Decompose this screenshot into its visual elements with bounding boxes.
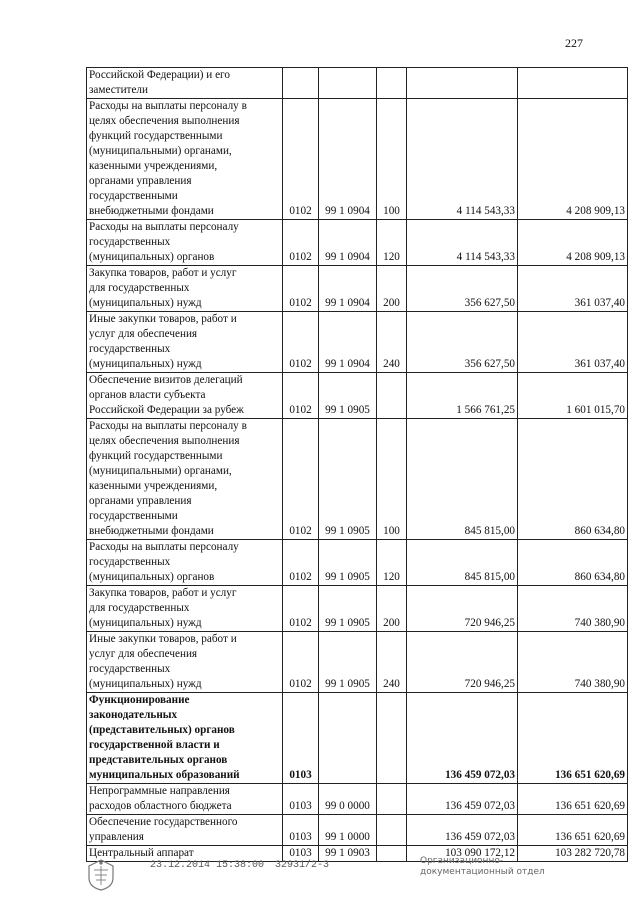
expense-type-cell [377, 815, 407, 846]
expense-name-line: государственных [89, 556, 171, 568]
department-stamp-line-1: Организационно- [420, 856, 504, 866]
section-code-cell: 0102 [283, 540, 319, 586]
expense-name-line: муниципальных образований [89, 769, 240, 781]
expense-name-line: Расходы на выплаты персоналу в [89, 100, 247, 112]
expense-name-line: функций государственными [89, 130, 223, 142]
expense-name-line: (муниципальных) нужд [89, 617, 202, 629]
amount-year1-cell: 136 459 072,03 [407, 784, 518, 815]
expense-name-line: (муниципальных) нужд [89, 358, 202, 370]
expense-name-line: для государственных [89, 602, 190, 614]
expense-type-cell: 240 [377, 312, 407, 373]
expense-name-cell [87, 815, 283, 846]
expense-name-line: внебюджетными фондами [89, 205, 214, 217]
table-row [87, 540, 628, 586]
expense-name-cell [87, 693, 283, 784]
amount-year2-cell: 740 380,90 [518, 586, 628, 632]
amount-year2-cell [518, 68, 628, 99]
target-article-cell: 99 1 0905 [319, 586, 377, 632]
table-row [87, 312, 628, 373]
table-row [87, 586, 628, 632]
section-code-cell: 0102 [283, 266, 319, 312]
expense-name-line: Расходы на выплаты персоналу в [89, 420, 247, 432]
expense-type-cell [377, 373, 407, 419]
coat-of-arms-seal-icon [86, 858, 116, 892]
expense-name-line: (муниципальных) нужд [89, 678, 202, 690]
amount-year1-cell: 136 459 072,03 [407, 693, 518, 784]
expense-name-line: услуг для обеспечения [89, 328, 198, 340]
expense-name-cell [87, 99, 283, 220]
table-row [87, 815, 628, 846]
expense-name-line: целях обеспечения выполнения [89, 115, 240, 127]
target-article-cell: 99 1 0904 [319, 312, 377, 373]
table-row [87, 632, 628, 693]
expense-name-cell [87, 632, 283, 693]
expense-type-cell [377, 693, 407, 784]
expense-name-cell [87, 266, 283, 312]
expense-name-line: услуг для обеспечения [89, 648, 198, 660]
registration-timestamp: 23.12.2014 15:38:00 [150, 860, 265, 871]
expense-name-cell [87, 784, 283, 815]
expense-name-line: для государственных [89, 282, 190, 294]
expense-name-line: государственной власти и [89, 739, 220, 751]
amount-year1-cell: 103 090 172,12 [407, 846, 518, 862]
amount-year1-cell: 845 815,00 [407, 419, 518, 540]
section-code-cell: 0102 [283, 99, 319, 220]
registration-number: 32931/2-3 [275, 860, 330, 871]
expense-name-line: управления [89, 831, 144, 843]
expense-name-line: органов власти субъекта [89, 389, 206, 401]
amount-year1-cell: 4 114 543,33 [407, 99, 518, 220]
expense-name-line: целях обеспечения выполнения [89, 435, 240, 447]
amount-year2-cell: 4 208 909,13 [518, 99, 628, 220]
section-code-cell: 0102 [283, 373, 319, 419]
amount-year2-cell: 860 634,80 [518, 540, 628, 586]
section-code-cell: 0103 [283, 784, 319, 815]
section-code-cell: 0103 [283, 815, 319, 846]
expense-name-line: государственными [89, 190, 178, 202]
expense-name-cell [87, 312, 283, 373]
expense-name-line: представительных органов [89, 754, 228, 766]
expense-name-line: Расходы на выплаты персоналу [89, 541, 239, 553]
amount-year2-cell: 136 651 620,69 [518, 693, 628, 784]
section-code-cell: 0102 [283, 632, 319, 693]
target-article-cell: 99 1 0000 [319, 815, 377, 846]
expense-name-line: законодательных [89, 709, 178, 721]
amount-year2-cell: 1 601 015,70 [518, 373, 628, 419]
target-article-cell [319, 68, 377, 99]
expense-type-cell [377, 784, 407, 815]
expense-name-line: Закупка товаров, работ и услуг [89, 267, 237, 279]
amount-year2-cell: 860 634,80 [518, 419, 628, 540]
expense-type-cell: 200 [377, 586, 407, 632]
table-row [87, 419, 628, 540]
expense-name-line: функций государственными [89, 450, 223, 462]
expense-name-line: Закупка товаров, работ и услуг [89, 587, 237, 599]
target-article-cell: 99 1 0905 [319, 540, 377, 586]
target-article-cell: 99 1 0905 [319, 373, 377, 419]
target-article-cell [319, 693, 377, 784]
expense-name-line: государственных [89, 663, 171, 675]
expense-type-cell: 120 [377, 540, 407, 586]
expense-type-cell: 100 [377, 419, 407, 540]
target-article-cell: 99 1 0903 [319, 846, 377, 862]
table-row [87, 784, 628, 815]
section-code-cell: 0102 [283, 312, 319, 373]
expense-name-line: (муниципальными) органами, [89, 465, 232, 477]
expense-name-line: государственных [89, 343, 171, 355]
expense-name-line: (муниципальными) органами, [89, 145, 232, 157]
expense-type-cell [377, 68, 407, 99]
expense-name-cell [87, 373, 283, 419]
expense-name-cell [87, 540, 283, 586]
expense-name-line: (муниципальных) органов [89, 251, 215, 263]
table-row [87, 266, 628, 312]
expense-name-line: Российской Федерации) и его [89, 69, 230, 81]
department-stamp-line-2: документационный отдел [420, 867, 545, 877]
amount-year1-cell [407, 68, 518, 99]
expense-name-cell [87, 68, 283, 99]
amount-year1-cell: 4 114 543,33 [407, 220, 518, 266]
expense-name-line: заместители [89, 84, 148, 96]
section-code-cell: 0102 [283, 220, 319, 266]
expense-name-line: расходов областного бюджета [89, 800, 232, 812]
section-code-cell: 0103 [283, 846, 319, 862]
expense-name-cell [87, 220, 283, 266]
expense-name-line: внебюджетными фондами [89, 525, 214, 537]
amount-year1-cell: 720 946,25 [407, 586, 518, 632]
target-article-cell: 99 1 0905 [319, 419, 377, 540]
expense-type-cell: 200 [377, 266, 407, 312]
expense-type-cell: 240 [377, 632, 407, 693]
amount-year2-cell: 4 208 909,13 [518, 220, 628, 266]
expense-type-cell: 120 [377, 220, 407, 266]
target-article-cell: 99 1 0905 [319, 632, 377, 693]
expense-name-line: Функционирование [89, 694, 190, 706]
table-row [87, 373, 628, 419]
target-article-cell: 99 0 0000 [319, 784, 377, 815]
amount-year2-cell: 361 037,40 [518, 266, 628, 312]
amount-year1-cell: 845 815,00 [407, 540, 518, 586]
amount-year2-cell: 103 282 720,78 [518, 846, 628, 862]
page-number: 227 [565, 36, 583, 50]
amount-year2-cell: 136 651 620,69 [518, 815, 628, 846]
expense-name-line: органами управления [89, 495, 192, 507]
section-code-cell [283, 68, 319, 99]
target-article-cell: 99 1 0904 [319, 99, 377, 220]
target-article-cell: 99 1 0904 [319, 266, 377, 312]
amount-year2-cell: 361 037,40 [518, 312, 628, 373]
budget-table [86, 67, 628, 862]
department-stamp [420, 856, 570, 878]
section-code-cell: 0102 [283, 419, 319, 540]
expense-name-line: Иные закупки товаров, работ и [89, 313, 237, 325]
amount-year1-cell: 356 627,50 [407, 312, 518, 373]
expense-name-line: Центральный аппарат [89, 847, 194, 859]
budget-table-body [87, 68, 628, 862]
amount-year1-cell: 1 566 761,25 [407, 373, 518, 419]
expense-name-line: Непрограммные направления [89, 785, 230, 797]
expense-name-line: Расходы на выплаты персоналу [89, 221, 239, 233]
table-row [87, 693, 628, 784]
amount-year1-cell: 136 459 072,03 [407, 815, 518, 846]
expense-name-line: государственных [89, 236, 171, 248]
expense-name-line: государственными [89, 510, 178, 522]
expense-name-cell [87, 419, 283, 540]
expense-name-line: (муниципальных) нужд [89, 297, 202, 309]
expense-name-line: Обеспечение государственного [89, 816, 238, 828]
target-article-cell: 99 1 0904 [319, 220, 377, 266]
document-footer [0, 850, 640, 905]
expense-name-line: (муниципальных) органов [89, 571, 215, 583]
table-row [87, 68, 628, 99]
expense-type-cell: 100 [377, 99, 407, 220]
amount-year2-cell: 136 651 620,69 [518, 784, 628, 815]
expense-name-cell [87, 586, 283, 632]
section-code-cell: 0103 [283, 693, 319, 784]
amount-year2-cell: 740 380,90 [518, 632, 628, 693]
expense-name-line: казенными учреждениями, [89, 160, 218, 172]
amount-year1-cell: 356 627,50 [407, 266, 518, 312]
table-row [87, 220, 628, 266]
expense-name-line: (представительных) органов [89, 724, 235, 736]
expense-name-line: органами управления [89, 175, 192, 187]
expense-name-line: Иные закупки товаров, работ и [89, 633, 237, 645]
expense-name-line: Обеспечение визитов делегаций [89, 374, 243, 386]
expense-name-line: Российской Федерации за рубеж [89, 404, 244, 416]
section-code-cell: 0102 [283, 586, 319, 632]
table-row [87, 99, 628, 220]
amount-year1-cell: 720 946,25 [407, 632, 518, 693]
expense-name-line: казенными учреждениями, [89, 480, 218, 492]
